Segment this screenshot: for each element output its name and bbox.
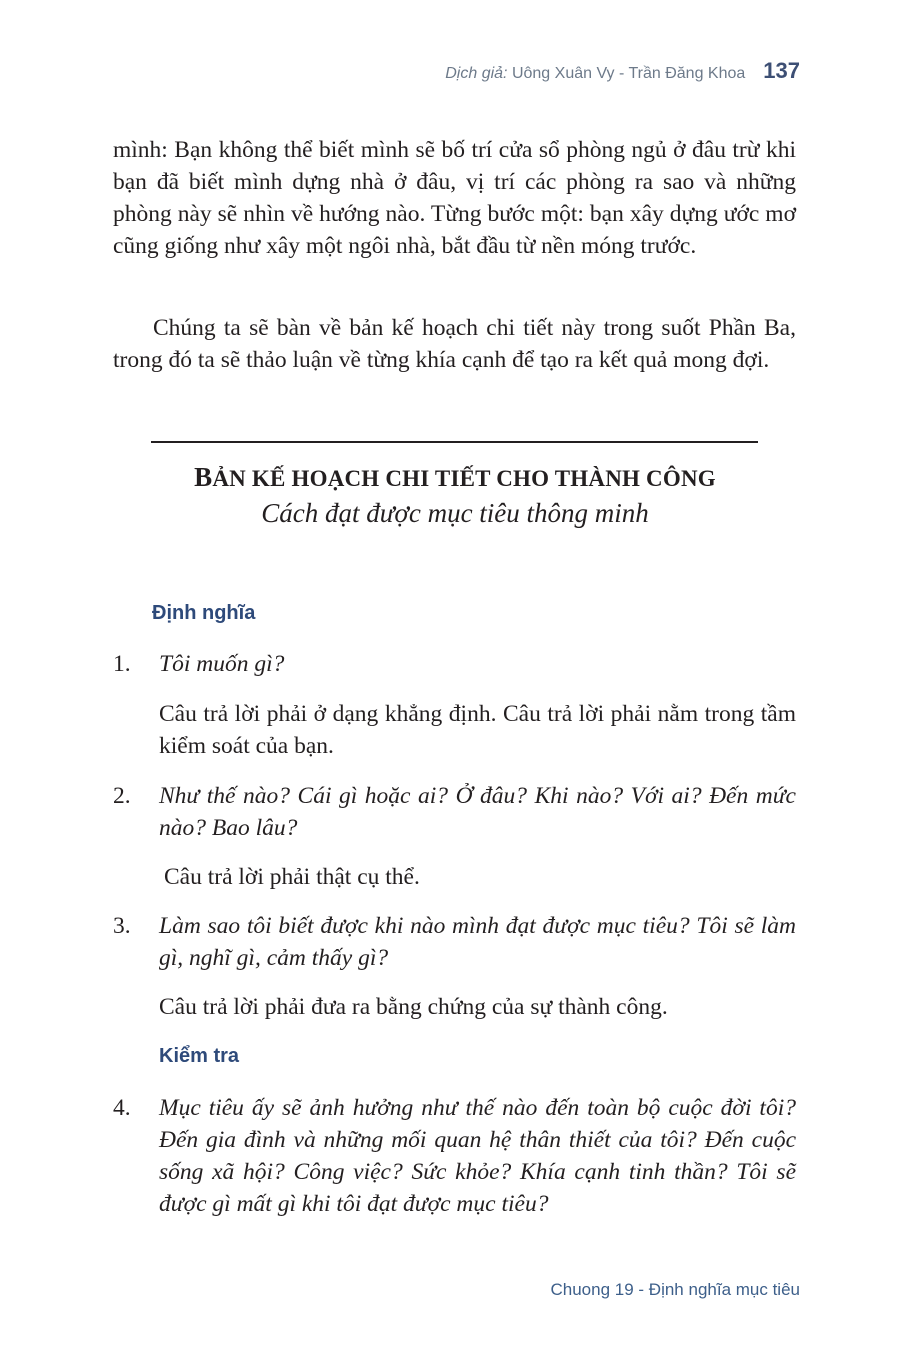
box-title-rest: ẢN KẾ HOẠCH CHI TIẾT CHO THÀNH CÔNG — [212, 466, 716, 491]
item-answer: Câu trả lời phải đưa ra bằng chứng của sự thành công. — [159, 994, 668, 1020]
running-footer — [550, 1280, 800, 1300]
page-number: 137 — [763, 58, 800, 83]
section-divider — [151, 441, 758, 443]
translator-names: Uông Xuân Vy - Trần Đăng Khoa — [511, 65, 746, 82]
item-answer: Câu trả lời phải thật cụ thể. — [164, 864, 420, 890]
translator-label: Dịch giả: — [445, 65, 508, 82]
item-question: Làm sao tôi biết được khi nào mình đạt được mục tiêu? Tôi sẽ làm gì, nghĩ gì, cảm thấy gì? — [159, 913, 796, 971]
running-header — [445, 58, 800, 88]
paragraph-2: Chúng ta sẽ bàn về bản kế hoạch chi tiết này trong suốt Phần Ba, trong đó ta sẽ thảo luận về từng khía cạnh để tạo ra kết quả mong đợi. — [113, 315, 796, 373]
footer-chapter: Chuong 19 - — [550, 1280, 645, 1299]
section-heading-definition: Định nghĩa — [152, 602, 256, 624]
item-answer: Câu trả lời phải ở dạng khẳng định. Câu trả lời phải nằm trong tầm kiểm soát của bạn. — [159, 701, 796, 759]
translator-credit — [445, 65, 745, 83]
item-question: Tôi muốn gì? — [159, 651, 285, 677]
item-number: 3. — [113, 913, 131, 939]
box-title-initial: B — [194, 462, 213, 492]
box-title — [100, 462, 810, 493]
item-question: Mục tiêu ấy sẽ ảnh hưởng như thế nào đến toàn bộ cuộc đời tôi? Đến gia đình và những mối quan hệ thân thiết của tôi? Đến cuộc sống xã hội? Công việc? Sức khỏe? Khía cạnh tinh thần? Tôi sẽ được gì mất gì khi tôi đạt được mục tiêu? — [159, 1095, 796, 1217]
item-number: 1. — [113, 651, 131, 677]
section-heading-check: Kiểm tra — [159, 1045, 240, 1067]
paragraph-1: mình: Bạn không thể biết mình sẽ bố trí cửa sổ phòng ngủ ở đâu trừ khi bạn đã biết mình dựng nhà ở đâu, vị trí các phòng ra sao và những phòng này sẽ nhìn về hướng nào. Từng bước một: bạn xây dựng ước mơ cũng giống như xây một ngôi nhà, bắt đầu từ nền móng trước. — [113, 137, 796, 259]
item-number: 4. — [113, 1095, 131, 1121]
footer-chapter-title: Định nghĩa mục tiêu — [648, 1280, 800, 1299]
box-subtitle: Cách đạt được mục tiêu thông minh — [261, 498, 649, 528]
item-question: Như thế nào? Cái gì hoặc ai? Ở đâu? Khi nào? Với ai? Đến mức nào? Bao lâu? — [159, 783, 796, 841]
item-number: 2. — [113, 783, 131, 809]
